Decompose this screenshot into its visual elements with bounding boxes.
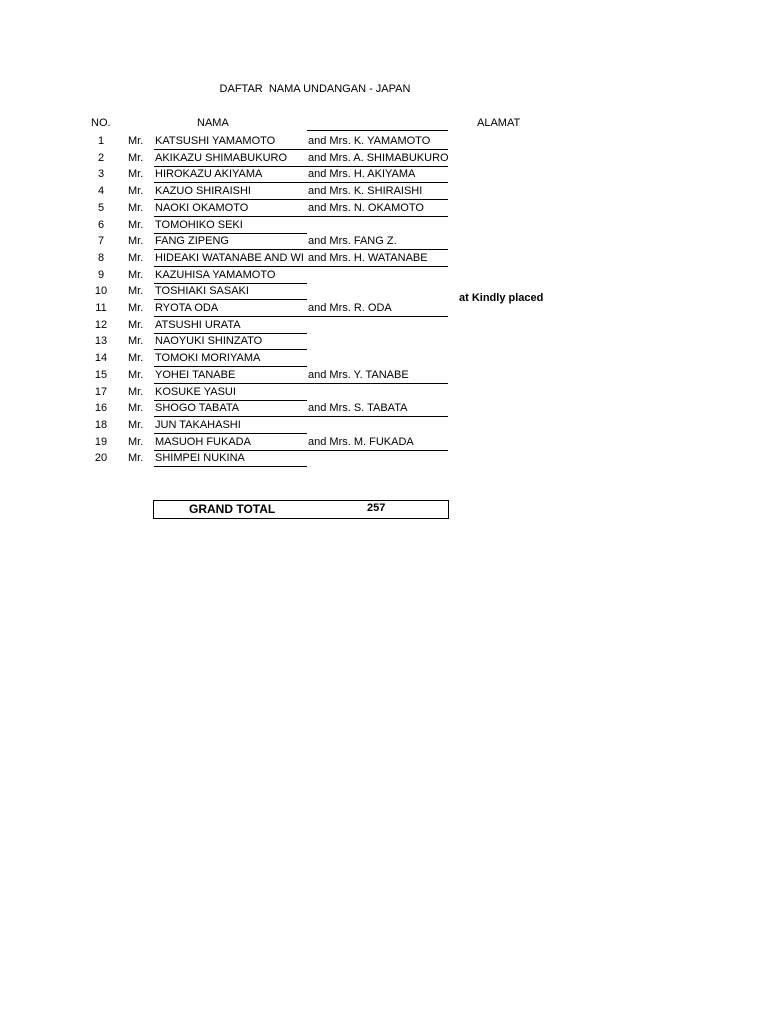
table-row [0,384,768,400]
table-row [0,166,768,182]
row-number: 13 [94,335,108,348]
table-row [0,183,768,199]
table-row [0,400,768,416]
row-title: Mr. [128,435,144,448]
row-name: NAOKI OKAMOTO [155,201,249,214]
row-number: 14 [94,352,108,365]
row-number: 1 [97,135,105,147]
row-spouse: and Mrs. R. ODA [308,302,392,314]
row-name: RYOTA ODA [155,302,219,314]
table-row [0,133,768,149]
table-row [0,150,768,166]
row-title: Mr. [128,402,144,415]
row-title: Mr. [128,151,144,164]
row-number: 17 [94,385,108,398]
row-number: 4 [97,185,105,198]
row-spouse: and Mrs. H. WATANABE [308,251,428,264]
row-title: Mr. [128,368,144,381]
row-spouse: and Mrs. K. YAMAMOTO [308,135,431,147]
row-number: 3 [97,168,105,181]
table-row [0,250,768,266]
row-title: Mr. [128,168,144,181]
row-number: 10 [94,285,108,298]
row-number: 5 [97,201,105,214]
row-number: 18 [94,418,108,431]
table-row [0,317,768,333]
row-title: Mr. [128,302,144,314]
row-title: Mr. [128,201,144,214]
row-name: KAZUO SHIRAISHI [155,185,251,198]
row-spouse: and Mrs. H. AKIYAMA [308,168,416,181]
table-row [0,367,768,383]
row-title: Mr. [128,135,144,147]
grand-total-label: GRAND TOTAL [189,502,276,516]
row-name: JUN TAKAHASHI [155,418,241,431]
header-rule [307,130,448,131]
row-title: Mr. [128,285,144,298]
table-row [0,200,768,216]
row-name: AKIKAZU SHIMABUKURO [155,151,288,164]
row-number: 7 [97,235,105,248]
row-name: HIDEAKI WATANABE AND WI [155,251,304,264]
row-name: NAOYUKI SHINZATO [155,335,263,348]
table-row [0,283,768,299]
row-name: KOSUKE YASUI [155,385,236,398]
grand-total-value: 257 [367,502,386,514]
row-name: MASUOH FUKADA [155,435,251,448]
table-row [0,350,768,366]
row-number: 15 [94,368,108,381]
row-title: Mr. [128,318,144,331]
header-nama: NAMA [197,117,229,129]
row-spouse: and Mrs. FANG Z. [308,235,397,248]
row-title: Mr. [128,218,144,231]
table-row [0,233,768,249]
grand-total-box [153,500,449,519]
row-title: Mr. [128,418,144,431]
row-number: 19 [94,435,108,448]
header-no: NO. [91,117,111,129]
row-name: SHOGO TABATA [155,402,240,415]
row-spouse: and Mrs. S. TABATA [308,402,408,415]
row-name: TOMOKI MORIYAMA [155,352,261,365]
row-number: 12 [94,318,108,331]
row-name: TOSHIAKI SASAKI [155,285,249,298]
row-name: HIROKAZU AKIYAMA [155,168,263,181]
row-spouse: and Mrs. N. OKAMOTO [308,201,424,214]
row-title: Mr. [128,235,144,248]
row-underline [154,466,307,467]
row-title: Mr. [128,385,144,398]
row-spouse: and Mrs. M. FUKADA [308,435,414,448]
row-name: KATSUSHI YAMAMOTO [155,135,276,147]
row-name: YOHEI TANABE [155,368,236,381]
row-name: FANG ZIPENG [155,235,229,248]
row-number: 20 [94,452,108,465]
table-row [0,417,768,433]
table-row [0,333,768,349]
row-number: 8 [97,251,105,264]
row-number: 16 [94,402,108,415]
row-number: 9 [97,268,105,281]
row-name: TOMOHIKO SEKI [155,218,243,231]
table-row [0,450,768,466]
header-alamat: ALAMAT [477,117,521,129]
row-title: Mr. [128,335,144,348]
row-number: 2 [97,151,105,164]
row-spouse: and Mrs. K. SHIRAISHI [308,185,423,198]
table-row [0,434,768,450]
row-name: KAZUHISA YAMAMOTO [155,268,276,281]
row-title: Mr. [128,251,144,264]
row-title: Mr. [128,185,144,198]
table-row [0,267,768,283]
row-spouse: and Mrs. Y. TANABE [308,368,409,381]
row-name: ATSUSHI URATA [155,318,241,331]
page-title: DAFTAR NAMA UNDANGAN - JAPAN [219,83,411,95]
row-title: Mr. [128,452,144,465]
table-row [0,300,768,316]
address-note: at Kindly placed [459,292,544,304]
row-title: Mr. [128,268,144,281]
row-number: 11 [95,302,107,314]
row-spouse: and Mrs. A. SHIMABUKURO [308,151,449,164]
row-number: 6 [97,218,105,231]
table-row [0,217,768,233]
row-name: SHIMPEI NUKINA [155,452,245,465]
row-title: Mr. [128,352,144,365]
